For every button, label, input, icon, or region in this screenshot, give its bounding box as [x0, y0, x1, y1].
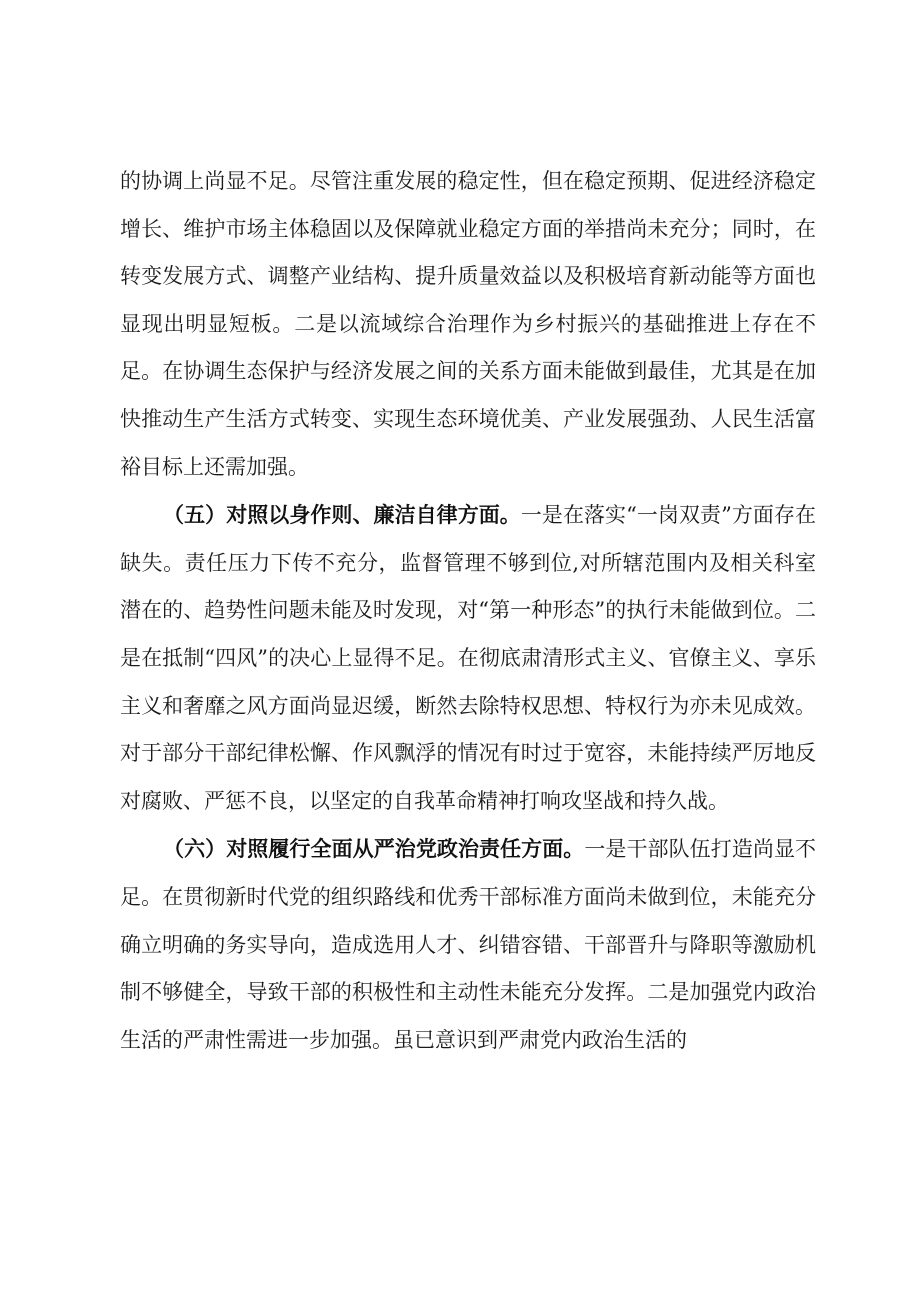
paragraph-section-6	[120, 825, 816, 1064]
section-heading: （五）对照以身作则、廉洁自律方面。	[163, 502, 521, 528]
section-heading: （六）对照履行全面从严治党政治责任方面。	[163, 836, 585, 862]
paragraph-section-5	[120, 491, 816, 825]
paragraph-text: 一是在落实“一岗双责”方面存在缺失。责任压力下传不充分，监督管理不够到位,对所辖范围内及相关科室潜在的、趋势性问题未能及时发现，对“第一种形态”的执行未能做到位。二是在抵制“四风”的决心上显得不足。在彻底肃清形式主义、官僚主义、享乐主义和奢靡之风方面尚显迟缓，断然去除特权思想、特权行为亦未见成效。对于部分干部纪律松懈、作风飘浮的情况有时过于宽容，未能持续严厉地反对腐败、严惩不良，以坚定的自我革命精神打响攻坚战和持久战。	[120, 503, 816, 813]
paragraph-text: 的协调上尚显不足。尽管注重发展的稳定性，但在稳定预期、促进经济稳定增长、维护市场主体稳固以及保障就业稳定方面的举措尚未充分；同时，在转变发展方式、调整产业结构、提升质量效益以及积极培育新动能等方面也显现出明显短板。二是以流域综合治理作为乡村振兴的基础推进上存在不足。在协调生态保护与经济发展之间的关系方面未能做到最佳，尤其是在加快推动生产生活方式转变、实现生态环境优美、产业发展强劲、人民生活富裕目标上还需加强。	[120, 169, 816, 479]
paragraph-text: 一是干部队伍打造尚显不足。在贯彻新时代党的组织路线和优秀干部标准方面尚未做到位，未能充分确立明确的务实导向，造成选用人才、纠错容错、干部晋升与降职等激励机制不够健全，导致干部的积极性和主动性未能充分发挥。二是加强党内政治生活的严肃性需进一步加强。虽已意识到严肃党内政治生活的	[120, 837, 817, 1052]
paragraph-continuation	[120, 158, 816, 491]
document-body	[120, 158, 816, 1064]
